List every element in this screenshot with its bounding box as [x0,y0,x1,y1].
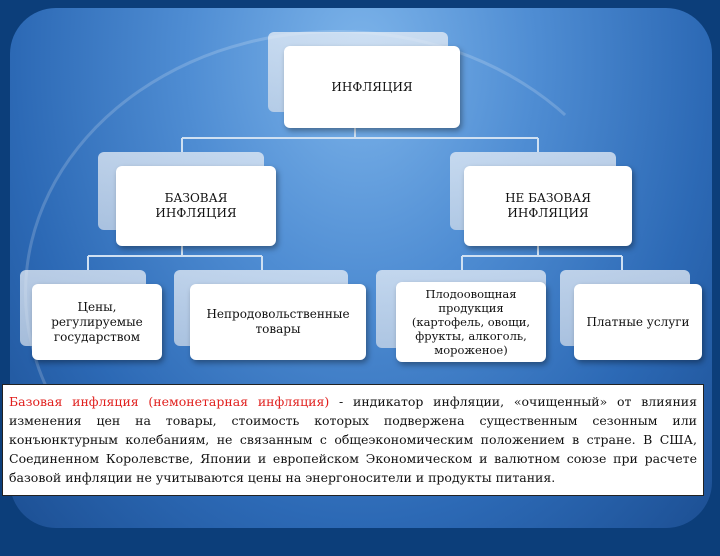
node-paid-services-label: Платные услуги [586,314,690,329]
node-produce-line5: мороженое) [434,343,508,357]
definition-textbox [2,384,704,496]
node-regulated-line1: Цены, [77,299,117,314]
node-produce-line4: фрукты, алкоголь, [415,329,527,343]
node-nonbasic-line1: НЕ БАЗОВАЯ [505,191,591,205]
node-nonfood-line2: товары [255,322,301,336]
node-produce-line3: (картофель, овощи, [411,315,531,329]
node-regulated-line2: регулируемые [51,314,143,329]
node-regulated-line3: государством [53,329,141,344]
node-root-label: ИНФЛЯЦИЯ [331,79,413,94]
definition-body: - индикатор инфляции, «очищенный» от влияния изменения цен на товары, стоимость которых подвержена существенным сезонным или конъюнктурным колебаниям, не связанным с общеэкономическим положением в стране. В США, Соединенном Королевстве, Японии и европейском Экономическом и валютном союзе при расчете базовой инфляции не учитываются цены на энергоносители и продукты питания. [9,394,697,485]
node-basic-line1: БАЗОВАЯ [164,191,228,205]
node-basic-line2: ИНФЛЯЦИЯ [155,206,237,220]
node-produce-line1: Плодоовощная [425,287,517,301]
node-produce-line2: продукция [438,301,504,315]
definition-term: Базовая инфляция (немонетарная инфляция) [9,394,330,409]
node-nonbasic-line2: ИНФЛЯЦИЯ [507,206,589,220]
node-nonfood-line1: Непродовольственные [206,307,350,321]
